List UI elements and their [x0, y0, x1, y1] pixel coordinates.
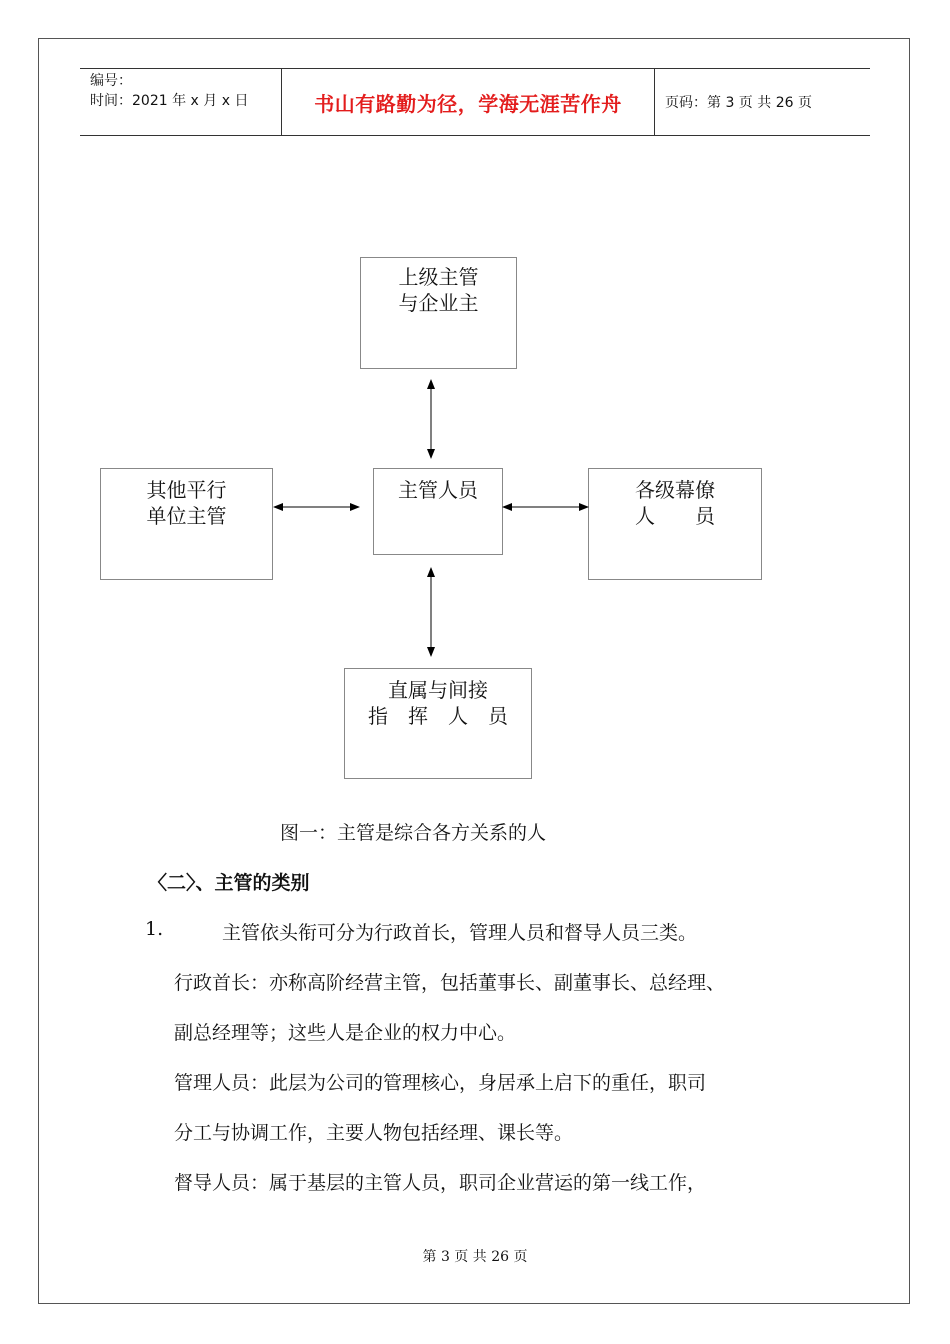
paragraph-line: 分工与协调工作，主要人物包括经理、课长等。 [174, 1122, 574, 1144]
diagram-box-top: 上级主管 与企业主 [360, 257, 517, 369]
diagram-box-left: 其他平行 单位主管 [100, 468, 273, 580]
paragraph-line: 督导人员：属于基层的主管人员，职司企业营运的第一线工作， [174, 1172, 707, 1194]
header-motto: 书山有路勤为径，学海无涯苦作舟 [282, 69, 655, 135]
list-item-text: 主管依头衔可分为行政首长，管理人员和督导人员三类。 [222, 922, 698, 944]
diagram-box-center: 主管人员 [373, 468, 503, 555]
diagram-box-bottom: 直属与间接 指 挥 人 员 [344, 668, 532, 779]
header-page-label: 页码：第 3 页 共 26 页 [665, 95, 812, 111]
paragraph-line: 管理人员：此层为公司的管理核心，身居承上启下的重任，职司 [174, 1072, 707, 1094]
page-footer: 第 3 页 共 26 页 [422, 1249, 528, 1265]
diagram-box-right: 各级幕僚 人 员 [588, 468, 762, 580]
figure-caption: 图一：主管是综合各方关系的人 [280, 822, 547, 844]
document-date-label: 时间：2021 年 x 月 x 日 [90, 93, 249, 109]
paragraph-line: 副总经理等；这些人是企业的权力中心。 [174, 1022, 517, 1044]
document-number-label: 编号： [90, 73, 132, 89]
section-heading: 〈二〉、主管的类别 [148, 872, 310, 894]
list-item-number: 1. [145, 918, 164, 940]
paragraph-line: 行政首长：亦称高阶经营主管，包括董事长、副董事长、总经理、 [174, 972, 726, 994]
